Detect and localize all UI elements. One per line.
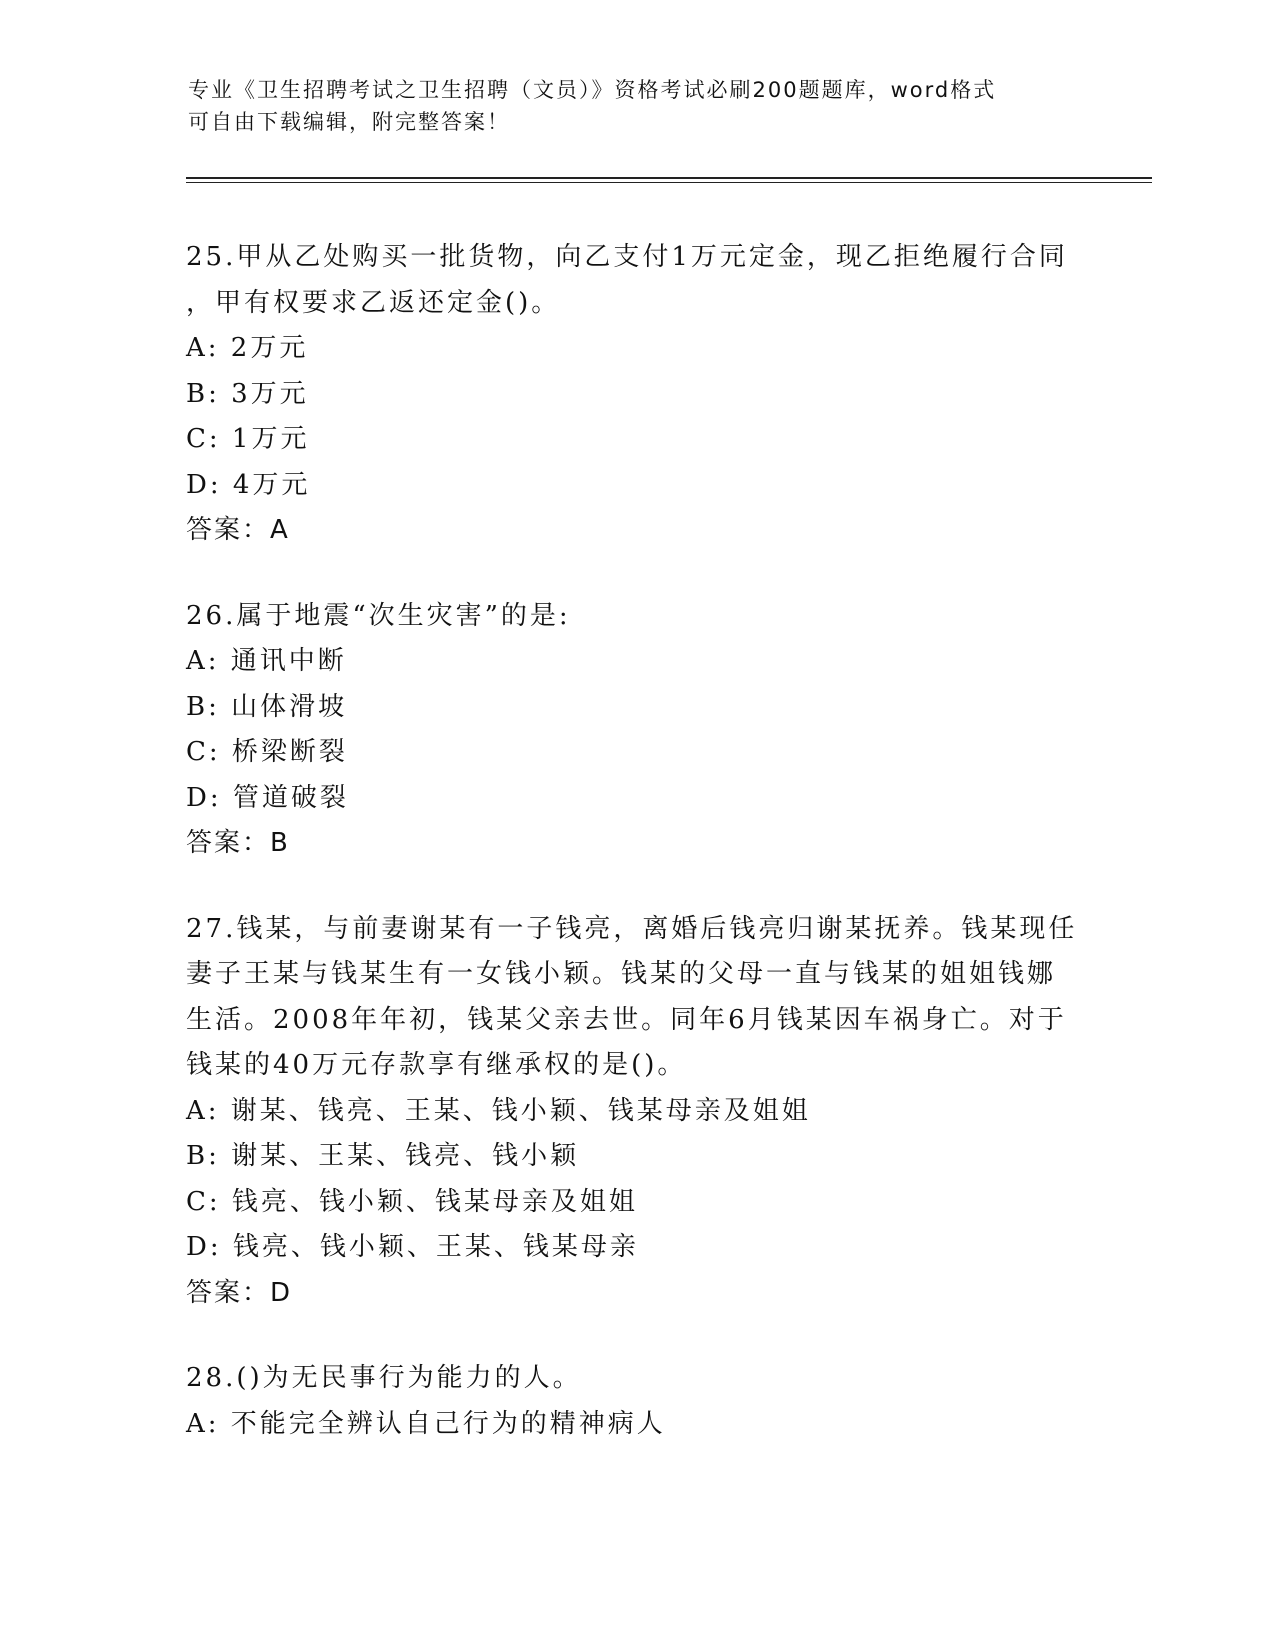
question-28 [186, 1356, 1086, 1447]
question-stem-line: 钱某的40万元存款享有继承权的是()。 [186, 1050, 687, 1080]
option-a: A: 谢某、钱亮、王某、钱小颖、钱某母亲及姐姐 [186, 1095, 811, 1126]
answer: 答案：D [186, 1277, 293, 1308]
question-stem-line: 25.甲从乙处购买一批货物，向乙支付1万元定金，现乙拒绝履行合同 [186, 242, 1068, 272]
question-26 [186, 594, 1086, 867]
answer: 答案：B [186, 828, 290, 858]
question-stem-line: 28.()为无民事行为能力的人。 [186, 1363, 582, 1393]
option-d: D: 4万元 [186, 469, 311, 500]
question-stem-line: 27.钱某，与前妻谢某有一子钱亮，离婚后钱亮归谢某抚养。钱某现任 [186, 913, 1078, 944]
question-stem-line: 26.属于地震“次生灾害”的是: [186, 600, 571, 631]
question-list [186, 235, 1086, 1487]
option-a: A: 2万元 [186, 333, 309, 363]
option-c: C: 桥梁断裂 [186, 737, 348, 767]
option-a: A: 不能完全辨认自己行为的精神病人 [186, 1408, 666, 1439]
option-c: C: 1万元 [186, 424, 310, 454]
document-header [188, 74, 1088, 138]
option-d: D: 钱亮、钱小颖、王某、钱某母亲 [186, 1232, 639, 1262]
header-line-2: 可自由下载编辑，附完整答案！ [188, 110, 510, 134]
option-b: B: 谢某、王某、钱亮、钱小颖 [186, 1141, 580, 1171]
option-d: D: 管道破裂 [186, 782, 349, 813]
question-stem-line: ，甲有权要求乙返还定金()。 [186, 287, 561, 318]
option-b: B: 山体滑坡 [186, 691, 348, 722]
header-divider [186, 177, 1152, 183]
option-c: C: 钱亮、钱小颖、钱某母亲及姐姐 [186, 1186, 638, 1217]
question-25 [186, 235, 1086, 554]
question-27 [186, 907, 1086, 1317]
option-a: A: 通讯中断 [186, 646, 347, 676]
question-stem-line: 妻子王某与钱某生有一女钱小颖。钱某的父母一直与钱某的姐姐钱娜 [186, 959, 1057, 989]
option-b: B: 3万元 [186, 378, 309, 409]
answer: 答案：A [186, 515, 290, 545]
header-line-1: 专业《卫生招聘考试之卫生招聘（文员）》资格考试必刷200题题库，word格式 [188, 78, 997, 102]
question-stem-line: 生活。2008年年初，钱某父亲去世。同年6月钱某因车祸身亡。对于 [186, 1004, 1067, 1035]
